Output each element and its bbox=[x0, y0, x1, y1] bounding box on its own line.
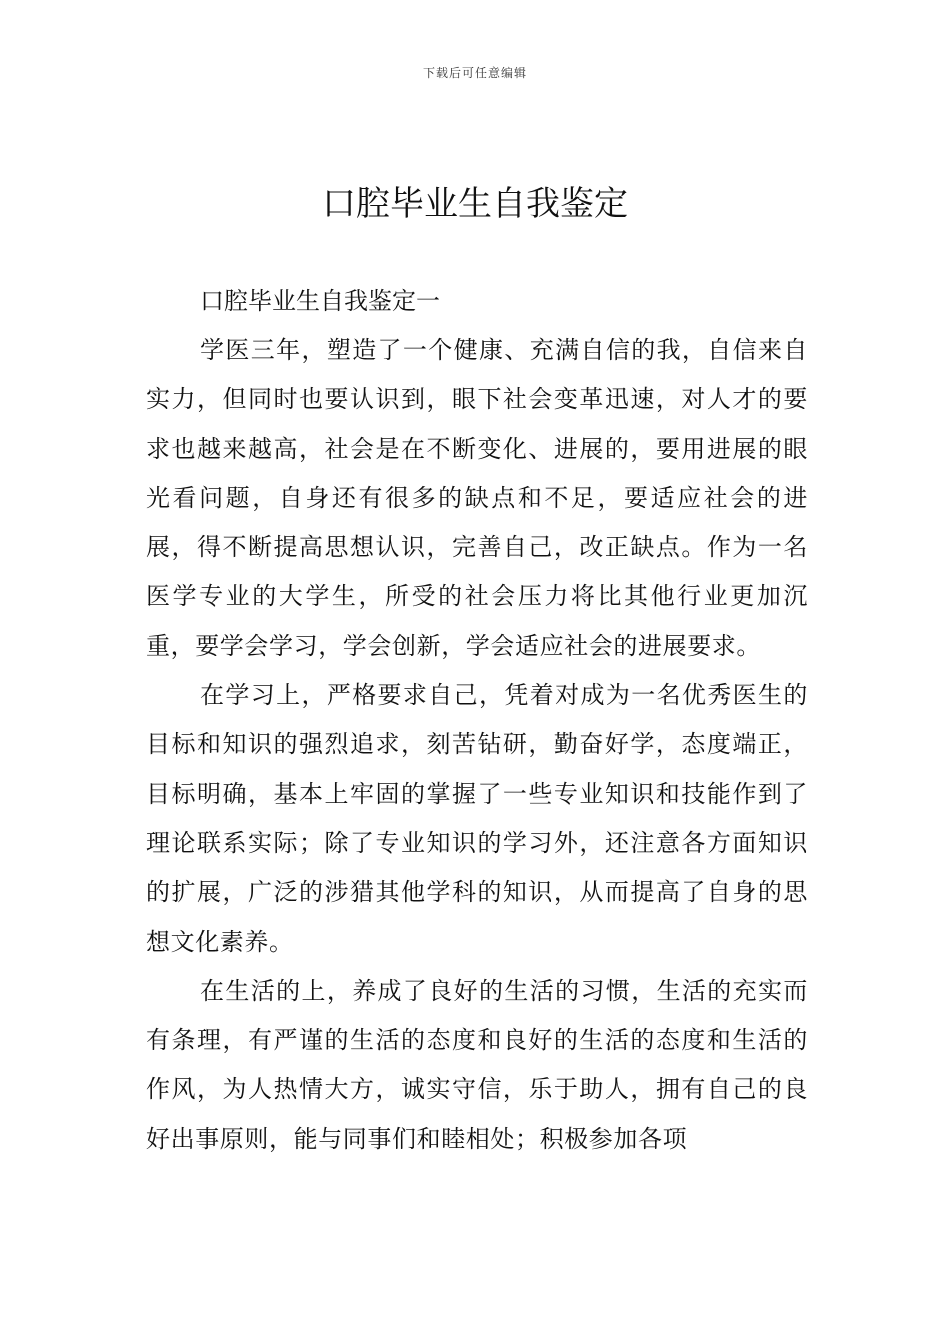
document-title: 口腔毕业生自我鉴定 bbox=[322, 184, 628, 224]
section-title: 口腔毕业生自我鉴定一 bbox=[200, 287, 440, 315]
paragraph-1: 学医三年，塑造了一个健康、充满自信的我，自信来自实力，但同时也要认识到，眼下社会变革迅速，对人才的要求也越来越高，社会是在不断变化、进展的，要用进展的眼光看问题，自身还有很多的缺点和不足，要适应社会的进展，得不断提高思想认识，完善自己，改正缺点。作为一名医学专业的大学生，所受的社会压力将比其他行业更加沉重，要学会学习，学会创新，学会适应社会的进展要求。 bbox=[146, 336, 808, 660]
paragraph-2: 在学习上，严格要求自己，凭着对成为一名优秀医生的目标和知识的强烈追求，刻苦钻研，勤奋好学，态度端正，目标明确，基本上牢固的掌握了一些专业知识和技能作到了理论联系实际；除了专业知识的学习外，还注意各方面知识的扩展，广泛的涉猎其他学科的知识，从而提高了自身的思想文化素养。 bbox=[146, 681, 808, 956]
paragraph-3: 在生活的上，养成了良好的生活的习惯，生活的充实而有条理，有严谨的生活的态度和良好的生活的态度和生活的作风，为人热情大方，诚实守信，乐于助人，拥有自己的良好出事原则，能与同事们和睦相处；积极参加各项 bbox=[146, 976, 808, 1153]
document-body bbox=[146, 277, 808, 1164]
header-note: 下载后可任意编辑 bbox=[422, 66, 527, 80]
